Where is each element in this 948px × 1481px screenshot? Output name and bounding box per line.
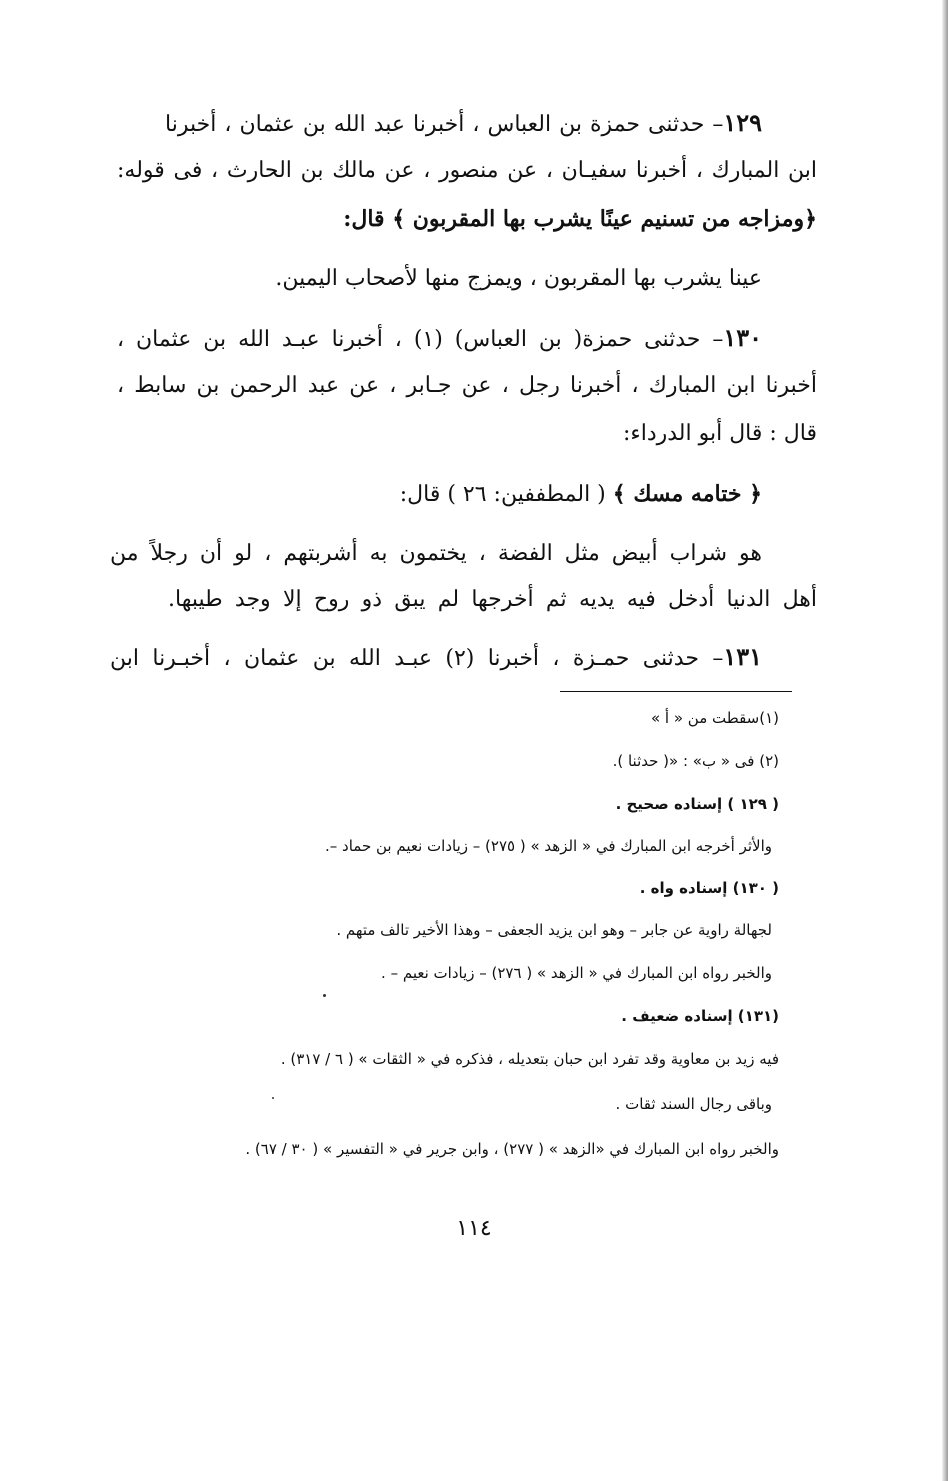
footnote-1: (١)سقطت من « أ » bbox=[650, 709, 779, 727]
hadith-129-line-2: ابن المبارك ، أخبرنا سفيـان ، عن منصور ، عن مالك بن الحارث ، فى قوله: bbox=[117, 158, 817, 183]
footnote-divider bbox=[560, 691, 792, 692]
page-number: ١١٤ bbox=[456, 1216, 492, 1241]
hadith-131-text-1: – حدثنى حمـزة ، أخبرنا (٢) عبـد الله بن عثمان ، أخبـرنا ابن bbox=[110, 646, 724, 671]
quran-reference-mutaffifin: ( المطففين: ٢٦ ) قال: bbox=[399, 482, 613, 507]
note-131-body-2: وباقى رجال السند ثقات . bbox=[615, 1095, 772, 1113]
hadith-130-text-1: – حدثنى حمزة( بن العباس) (١) ، أخبرنا عبـد الله بن عثمان ، bbox=[117, 327, 724, 352]
note-129-body: والأثر أخرجه ابن المبارك في « الزهد » ( ٢٧٥) – زيادات نعيم بن حماد –. bbox=[325, 837, 772, 855]
quran-verse-tasnim: ﴿ومزاجه من تسنيم عينًا يشرب بها المقربون ﴾ bbox=[392, 206, 817, 232]
scan-speck bbox=[323, 994, 326, 997]
hadith-129-number: ١٢٩ bbox=[723, 108, 762, 137]
hadith-131-line-1 bbox=[110, 637, 762, 677]
note-129-heading: ( ١٢٩ ) إسناده صحيح . bbox=[615, 795, 779, 813]
hadith-129-text-1: – حدثنى حمزة بن العباس ، أخبرنا عبد الله بن عثمان ، أخبرنا bbox=[165, 112, 724, 137]
hadith-130-line-5: هو شراب أبيض مثل الفضة ، يختمون به أشربتهم ، لو أن رجلاً من bbox=[110, 541, 762, 566]
hadith-130-number: ١٣٠ bbox=[723, 323, 762, 352]
note-130-body-2: والخبر رواه ابن المبارك في « الزهد » ( ٢٧٦) – زيادات نعيم – . bbox=[381, 964, 772, 982]
hadith-130-line-6: أهل الدنيا أدخل فيه يديه ثم أخرجها لم يبق ذو روح إلا وجد طيبها. bbox=[168, 587, 817, 612]
note-131-body-3: والخبر رواه ابن المبارك في «الزهد » ( ٢٧٧) ، وابن جرير في « التفسير » ( ٣٠ / ٦٧) . bbox=[245, 1140, 779, 1158]
scan-edge bbox=[942, 0, 948, 1481]
quran-verse-khitamuhu: ﴿ ختامه مسك ﴾ bbox=[612, 481, 762, 507]
hadith-130-line-4 bbox=[350, 474, 762, 514]
hadith-130-line-1 bbox=[117, 318, 762, 358]
note-130-body-1: لجهالة راوية عن جابر – وهو ابن يزيد الجعفى – وهذا الأخير تالف متهم . bbox=[336, 921, 772, 939]
hadith-131-number: ١٣١ bbox=[723, 642, 762, 671]
hadith-129-line-1 bbox=[165, 103, 762, 143]
hadith-129-line-3 bbox=[300, 199, 817, 239]
hadith-129-qal: قال: bbox=[343, 206, 393, 232]
footnote-2: (٢) فى « ب» : «( حدثنا ). bbox=[612, 752, 779, 770]
scan-speck bbox=[272, 1097, 274, 1099]
note-131-body-1: فيه زيد بن معاوية وقد تفرد ابن حبان بتعديله ، فذكره في « الثقات » ( ٦ / ٣١٧) . bbox=[280, 1050, 779, 1068]
hadith-130-line-2: أخبرنا ابن المبارك ، أخبرنا رجل ، عن جـابر ، عن عبد الرحمن بن سابط ، bbox=[117, 373, 817, 398]
note-130-heading: ( ١٣٠) إسناده واه . bbox=[639, 879, 779, 897]
note-131-heading: (١٣١) إسناده ضعيف . bbox=[621, 1007, 779, 1025]
hadith-130-line-3: قال : قال أبو الدرداء: bbox=[622, 421, 817, 446]
hadith-129-line-4: عينا يشرب بها المقربون ، ويمزج منها لأصحاب اليمين. bbox=[275, 266, 762, 291]
